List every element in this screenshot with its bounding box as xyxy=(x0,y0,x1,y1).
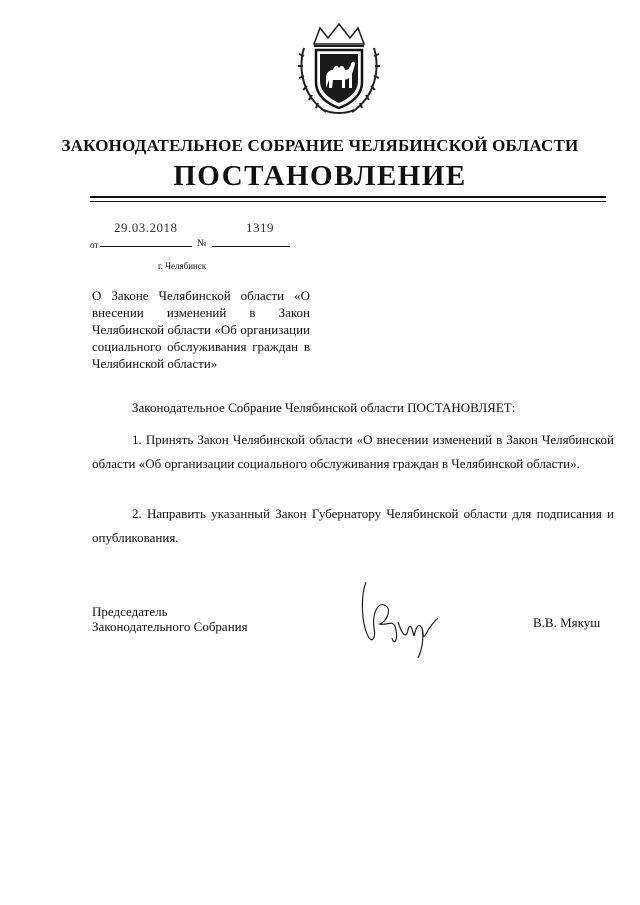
date-prefix-label: от xyxy=(90,240,99,250)
city-label: г. Челябинск xyxy=(158,261,207,271)
number-underline xyxy=(212,246,290,247)
coat-of-arms-emblem xyxy=(296,18,382,118)
signer-title-line-1: Председатель xyxy=(92,604,168,619)
resolution-item-1: 1. Принять Закон Челябинской области «О внесении изменений в Закон Челябинской области «Об организации социального обслуживания граждан в Челябинской области». xyxy=(92,432,614,471)
signer-name: В.В. Мякуш xyxy=(533,615,601,630)
organization-name: ЗАКОНОДАТЕЛЬНОЕ СОБРАНИЕ ЧЕЛЯБИНСКОЙ ОБЛАСТИ xyxy=(61,136,579,155)
date-underline xyxy=(100,246,192,247)
number-label: № xyxy=(197,238,207,249)
signer-title-line-2: Законодательного Собрания xyxy=(92,619,248,634)
resolution-preamble: Законодательное Собрание Челябинской области ПОСТАНОВЛЯЕТ: xyxy=(132,400,516,415)
handwritten-signature xyxy=(352,578,452,660)
header-rule-thin xyxy=(90,201,606,202)
resolution-item-2: 2. Направить указанный Закон Губернатору Челябинской области для подписания и опубликования. xyxy=(92,506,614,545)
document-type-title: ПОСТАНОВЛЕНИЕ xyxy=(173,160,467,192)
document-subject: О Законе Челябинской области «О внесении изменений в Закон Челябинской области «Об организации социального обслуживания граждан в Челябинской области» xyxy=(92,288,310,371)
header-rule-thick xyxy=(90,196,606,198)
document-date: 29.03.2018 xyxy=(114,220,178,235)
document-number: 1319 xyxy=(246,220,274,235)
